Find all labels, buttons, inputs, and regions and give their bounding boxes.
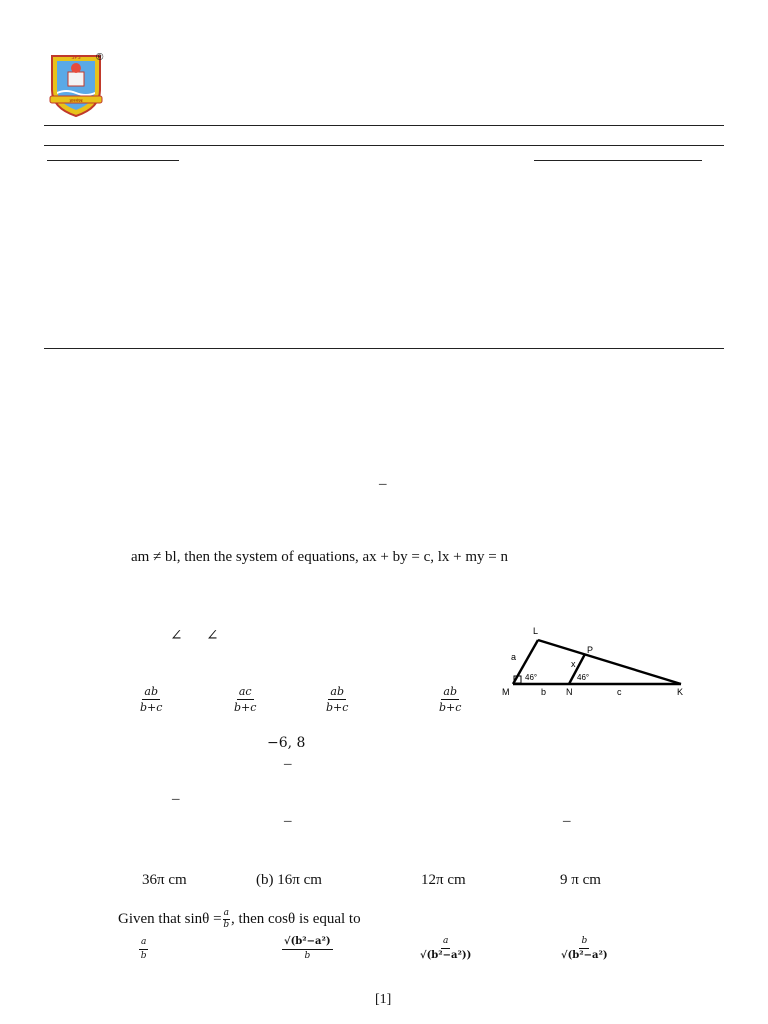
dash-mark-5: – [563, 813, 571, 829]
header-rule-1 [44, 125, 724, 126]
label-a: a [511, 652, 517, 662]
label-L: L [533, 626, 539, 636]
cos-option-a-den: b [140, 951, 147, 961]
option-x-a [140, 686, 162, 713]
triangle-diagram [498, 624, 694, 700]
option-x-c-den: b+c [326, 701, 349, 714]
registered-mark: ® [96, 52, 104, 63]
label-N: N [566, 687, 573, 697]
point-coordinates: −6, 8 [267, 735, 306, 751]
label-b: b [541, 687, 547, 697]
option-x-d-den: b+c [439, 701, 462, 714]
sin-fraction-num: a [223, 907, 229, 918]
cos-option-d [561, 937, 608, 961]
cos-option-a-num: a [139, 938, 148, 950]
angle-symbol-1: ∠ [170, 626, 183, 644]
label-P: P [587, 645, 594, 655]
option-x-c [326, 686, 348, 713]
header-rule-2 [44, 145, 724, 146]
name-blank-line [47, 160, 179, 161]
angle-label-2: 46° [577, 673, 590, 682]
page-number: [1] [375, 992, 392, 1007]
label-K: K [677, 687, 684, 697]
dash-mark-4: – [284, 813, 292, 829]
date-blank-line [534, 160, 702, 161]
option-x-b [234, 686, 256, 713]
option-x-a-num: ab [144, 685, 159, 698]
cos-option-d-den: √(b²−a²) [561, 950, 608, 961]
option-x-a-den: b+c [140, 701, 163, 714]
circumference-option-b: (b) 16π cm [256, 872, 322, 888]
question-sin-theta [118, 904, 361, 934]
cos-option-d-num: b [579, 937, 589, 949]
label-c: c [617, 687, 622, 697]
dash-mark-2: – [284, 756, 292, 772]
dash-mark-3: – [172, 791, 180, 807]
angle-symbol-2: ∠ [206, 626, 219, 644]
question-linear-equations: am ≠ bl, then the system of equations, ax + by = c, lx + my = n [131, 549, 509, 565]
circumference-option-c: 12π cm [421, 872, 466, 888]
cos-option-c [420, 937, 471, 961]
option-x-d [439, 686, 461, 713]
cos-option-b [282, 937, 333, 961]
section-rule [44, 348, 724, 349]
sin-question-prefix: Given that sinθ = [118, 910, 222, 927]
sin-fraction [223, 909, 230, 930]
cos-option-b-den: b [304, 951, 311, 961]
option-x-d-num: ab [443, 685, 458, 698]
option-x-b-num: ac [238, 685, 252, 698]
logo-name-text: SPS [71, 55, 81, 61]
option-x-c-num: ab [330, 685, 345, 698]
circumference-option-a: 36π cm [142, 872, 187, 888]
logo-motto-text: ज्ञानसंपन्न [69, 98, 83, 103]
cos-option-b-num: √(b²−a²) [282, 937, 333, 950]
cos-option-c-num: a [441, 937, 450, 949]
angle-label-1: 46° [525, 673, 538, 682]
cos-option-c-den: √(b²−a²)) [420, 950, 472, 961]
sin-question-suffix: , then cosθ is equal to [230, 910, 361, 927]
label-M: M [502, 687, 510, 697]
option-x-b-den: b+c [234, 701, 257, 714]
school-logo [44, 50, 116, 120]
side-lk [538, 640, 681, 684]
label-x: x [571, 659, 576, 669]
circumference-option-d: 9 π cm [560, 872, 601, 888]
dash-mark-1: – [379, 476, 387, 492]
sin-fraction-den: b [223, 919, 230, 930]
cos-option-a [139, 938, 148, 961]
